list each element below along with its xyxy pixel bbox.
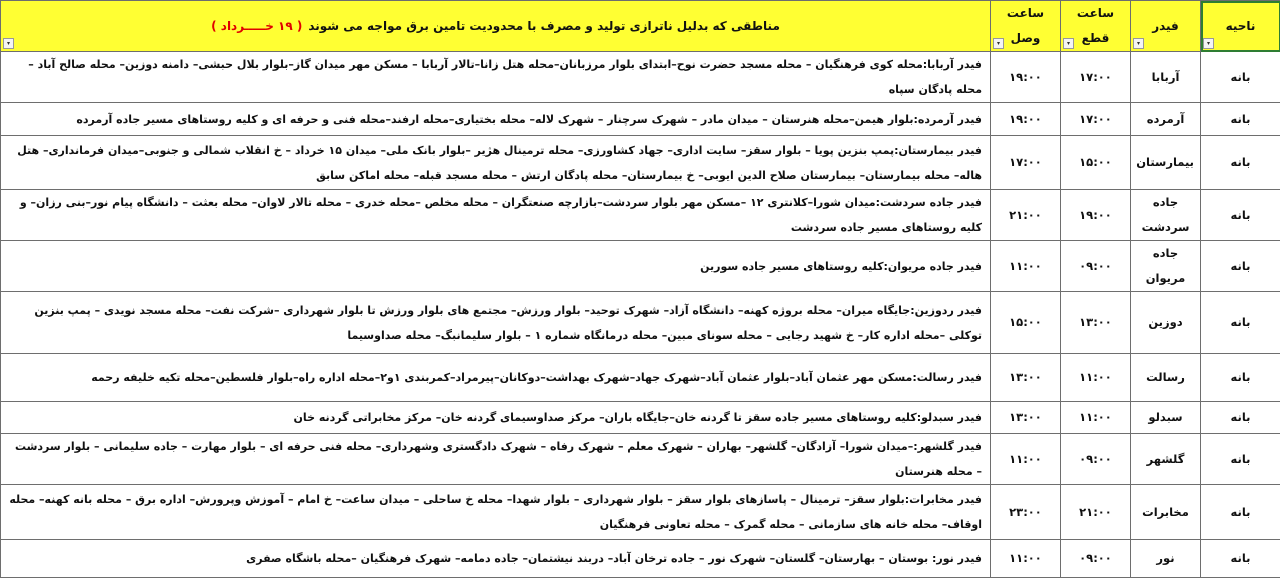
- cut-time-cell[interactable]: ۱۵:۰۰: [1061, 136, 1131, 190]
- areas-cell[interactable]: فیدر آرمرده:بلوار هیمن–محله هنرستان – میدان مادر – شهرک سرچنار – شهرک لاله– محله بختیاری–محله ارفند–محله فنی و حرفه ای و کلیه روستاهای مسیر جاده آرمرده: [1, 103, 991, 136]
- cut-time-cell[interactable]: ۱۹:۰۰: [1061, 190, 1131, 241]
- areas-cell[interactable]: فیدر جاده سردشت:میدان شورا–کلانتری ۱۲ –مسکن مهر بلوار سردشت–بازارچه صنعتگران – محله مخلص –محله خدری – محله تالار لاوان– محله بعثت – دانشگاه پیام نور–بنی رزان– و کلیه روستاهای مسیر جاده سردشت: [1, 190, 991, 241]
- header-connect-time-label: ساعت وصل: [1007, 6, 1044, 45]
- filter-dropdown-icon[interactable]: ▾: [1133, 38, 1144, 49]
- table-row: [1, 52, 1280, 103]
- connect-time-cell[interactable]: ۱۱:۰۰: [991, 540, 1061, 578]
- cut-time-cell[interactable]: ۱۳:۰۰: [1061, 292, 1131, 354]
- cut-time-cell[interactable]: ۱۱:۰۰: [1061, 354, 1131, 402]
- cut-time-cell[interactable]: ۲۱:۰۰: [1061, 485, 1131, 540]
- table-row: [1, 190, 1280, 241]
- district-cell[interactable]: بانه: [1201, 136, 1280, 190]
- connect-time-cell[interactable]: ۲۱:۰۰: [991, 190, 1061, 241]
- header-areas-title: مناطقی که بدلیل ناترازی تولید و مصرف با محدودیت تامین برق مواجه می شوند: [308, 19, 780, 33]
- table-row: [1, 434, 1280, 485]
- district-cell[interactable]: بانه: [1201, 540, 1280, 578]
- feeder-cell[interactable]: دوزین: [1131, 292, 1201, 354]
- header-areas-date: ( ۱۹ خـــــرداد ): [211, 19, 302, 33]
- areas-cell[interactable]: فیدر بیمارستان:پمپ بنزین پویا – بلوار سقز– سایت اداری– جهاد کشاورزی– محله ترمینال هژیر –بلوار بانک ملی– میدان ۱۵ خرداد – خ انقلاب شمالی و جنوبی–میدان فرمانداری– هتل هاله– محله بیمارستان– بیمارستان صلاح الدین ایوبی– خ بیمارستان– محله پادگان ارتش – محله مسجد قبله– محله اماکن سابق: [1, 136, 991, 190]
- areas-cell[interactable]: فیدر سبدلو:کلیه روستاهای مسیر جاده سقز تا گردنه خان–جایگاه باران– مرکز صداوسیمای گردنه خان– مرکز مخابراتی گردنه خان: [1, 402, 991, 434]
- header-row: [1, 1, 1280, 52]
- table-body: [1, 52, 1280, 578]
- connect-time-cell[interactable]: ۲۳:۰۰: [991, 485, 1061, 540]
- header-cut-time[interactable]: [1061, 1, 1131, 52]
- header-district-label: ناحیه: [1226, 19, 1256, 33]
- district-cell[interactable]: بانه: [1201, 190, 1280, 241]
- areas-cell[interactable]: فیدر جاده مریوان:کلیه روستاهای مسیر جاده سورین: [1, 241, 991, 292]
- table-row: [1, 103, 1280, 136]
- feeder-cell[interactable]: بیمارستان: [1131, 136, 1201, 190]
- table-row: [1, 354, 1280, 402]
- district-cell[interactable]: بانه: [1201, 292, 1280, 354]
- header-district[interactable]: [1201, 1, 1280, 52]
- table-row: [1, 485, 1280, 540]
- connect-time-cell[interactable]: ۱۱:۰۰: [991, 434, 1061, 485]
- header-feeder[interactable]: [1131, 1, 1201, 52]
- district-cell[interactable]: بانه: [1201, 434, 1280, 485]
- feeder-cell[interactable]: آربابا: [1131, 52, 1201, 103]
- district-cell[interactable]: بانه: [1201, 485, 1280, 540]
- connect-time-cell[interactable]: ۱۹:۰۰: [991, 103, 1061, 136]
- district-cell[interactable]: بانه: [1201, 354, 1280, 402]
- cut-time-cell[interactable]: ۰۹:۰۰: [1061, 241, 1131, 292]
- filter-dropdown-icon[interactable]: ▾: [3, 38, 14, 49]
- cut-time-cell[interactable]: ۰۹:۰۰: [1061, 540, 1131, 578]
- feeder-cell[interactable]: گلشهر: [1131, 434, 1201, 485]
- areas-cell[interactable]: فیدر رسالت:مسکن مهر عثمان آباد–بلوار عثمان آباد–شهرک جهاد–شهرک بهداشت–دوکانان–پیرمراد–کمربندی ۱و۲–محله اداره راه–بلوار فلسطین–محله تکیه خلیفه رحمه: [1, 354, 991, 402]
- header-connect-time[interactable]: [991, 1, 1061, 52]
- filter-dropdown-icon[interactable]: ▾: [1063, 38, 1074, 49]
- table-row: [1, 540, 1280, 578]
- areas-cell[interactable]: فیدر نور: بوستان – بهارستان– گلستان– شهرک نور – جاده ترخان آباد– دربند نیشتمان– جاده دمامه– شهرک فرهنگیان –محله باشگاه صفری: [1, 540, 991, 578]
- filter-dropdown-icon[interactable]: ▾: [1203, 38, 1214, 49]
- header-cut-time-label: ساعت قطع: [1077, 6, 1114, 45]
- cut-time-cell[interactable]: ۱۱:۰۰: [1061, 402, 1131, 434]
- header-areas[interactable]: [1, 1, 991, 52]
- district-cell[interactable]: بانه: [1201, 103, 1280, 136]
- table-row: [1, 402, 1280, 434]
- feeder-cell[interactable]: سبدلو: [1131, 402, 1201, 434]
- connect-time-cell[interactable]: ۱۱:۰۰: [991, 241, 1061, 292]
- cut-time-cell[interactable]: ۱۷:۰۰: [1061, 103, 1131, 136]
- table-row: [1, 241, 1280, 292]
- areas-cell[interactable]: فیدر مخابرات:بلوار سقز– ترمینال – پاسازهای بلوار سقز – بلوار شهرداری – بلوار شهدا– محله خ ساحلی – میدان ساعت– خ امام – آموزش وپرورش– اداره برق – محله بانه کهنه– محله اوقاف– محله خانه های سازمانی – محله گمرک – محله تعاونی فرهنگیان: [1, 485, 991, 540]
- feeder-cell[interactable]: آرمرده: [1131, 103, 1201, 136]
- connect-time-cell[interactable]: ۱۷:۰۰: [991, 136, 1061, 190]
- areas-cell[interactable]: فیدر ردوزین:جایگاه میران– محله بروژه کهنه– دانشگاه آزاد– شهرک توحید– بلوار ورزش– مجتمع های بلوار ورزش تا بلوار شهرداری –شرکت نفت– محله مسجد نویدی – پمپ بنزین توکلی –محله اداره کار– خ شهید رجایی – محله سونای مبین– محله درمانگاه شماره ۱ – بلوار سلیمانبگ– محله صداوسیما: [1, 292, 991, 354]
- feeder-cell[interactable]: جاده سردشت: [1131, 190, 1201, 241]
- header-feeder-label: فیدر: [1152, 19, 1179, 33]
- table-row: [1, 292, 1280, 354]
- filter-dropdown-icon[interactable]: ▾: [993, 38, 1004, 49]
- connect-time-cell[interactable]: ۱۹:۰۰: [991, 52, 1061, 103]
- cut-time-cell[interactable]: ۰۹:۰۰: [1061, 434, 1131, 485]
- table-row: [1, 136, 1280, 190]
- district-cell[interactable]: بانه: [1201, 52, 1280, 103]
- district-cell[interactable]: بانه: [1201, 241, 1280, 292]
- feeder-cell[interactable]: نور: [1131, 540, 1201, 578]
- feeder-cell[interactable]: جاده مریوان: [1131, 241, 1201, 292]
- connect-time-cell[interactable]: ۱۵:۰۰: [991, 292, 1061, 354]
- connect-time-cell[interactable]: ۱۳:۰۰: [991, 402, 1061, 434]
- feeder-cell[interactable]: مخابرات: [1131, 485, 1201, 540]
- areas-cell[interactable]: فیدر آربابا:محله کوی فرهنگیان – محله مسجد حضرت نوح–ابتدای بلوار مرزبانان–محله هتل زانا–تالار آربابا – مسکن مهر میدان گاز–بلوار بلال حبشی– دامنه دوزین– محله صالح آباد – محله پادگان سپاه: [1, 52, 991, 103]
- feeder-cell[interactable]: رسالت: [1131, 354, 1201, 402]
- cut-time-cell[interactable]: ۱۷:۰۰: [1061, 52, 1131, 103]
- connect-time-cell[interactable]: ۱۳:۰۰: [991, 354, 1061, 402]
- district-cell[interactable]: بانه: [1201, 402, 1280, 434]
- areas-cell[interactable]: فیدر گلشهر:–میدان شورا– آزادگان– گلشهر– بهاران – شهرک معلم – شهرک رفاه – شهرک دادگستری وشهرداری– محله فنی حرفه ای – بلوار مهارت – جاده سلیمانی – بلوار سردشت – محله هنرستان: [1, 434, 991, 485]
